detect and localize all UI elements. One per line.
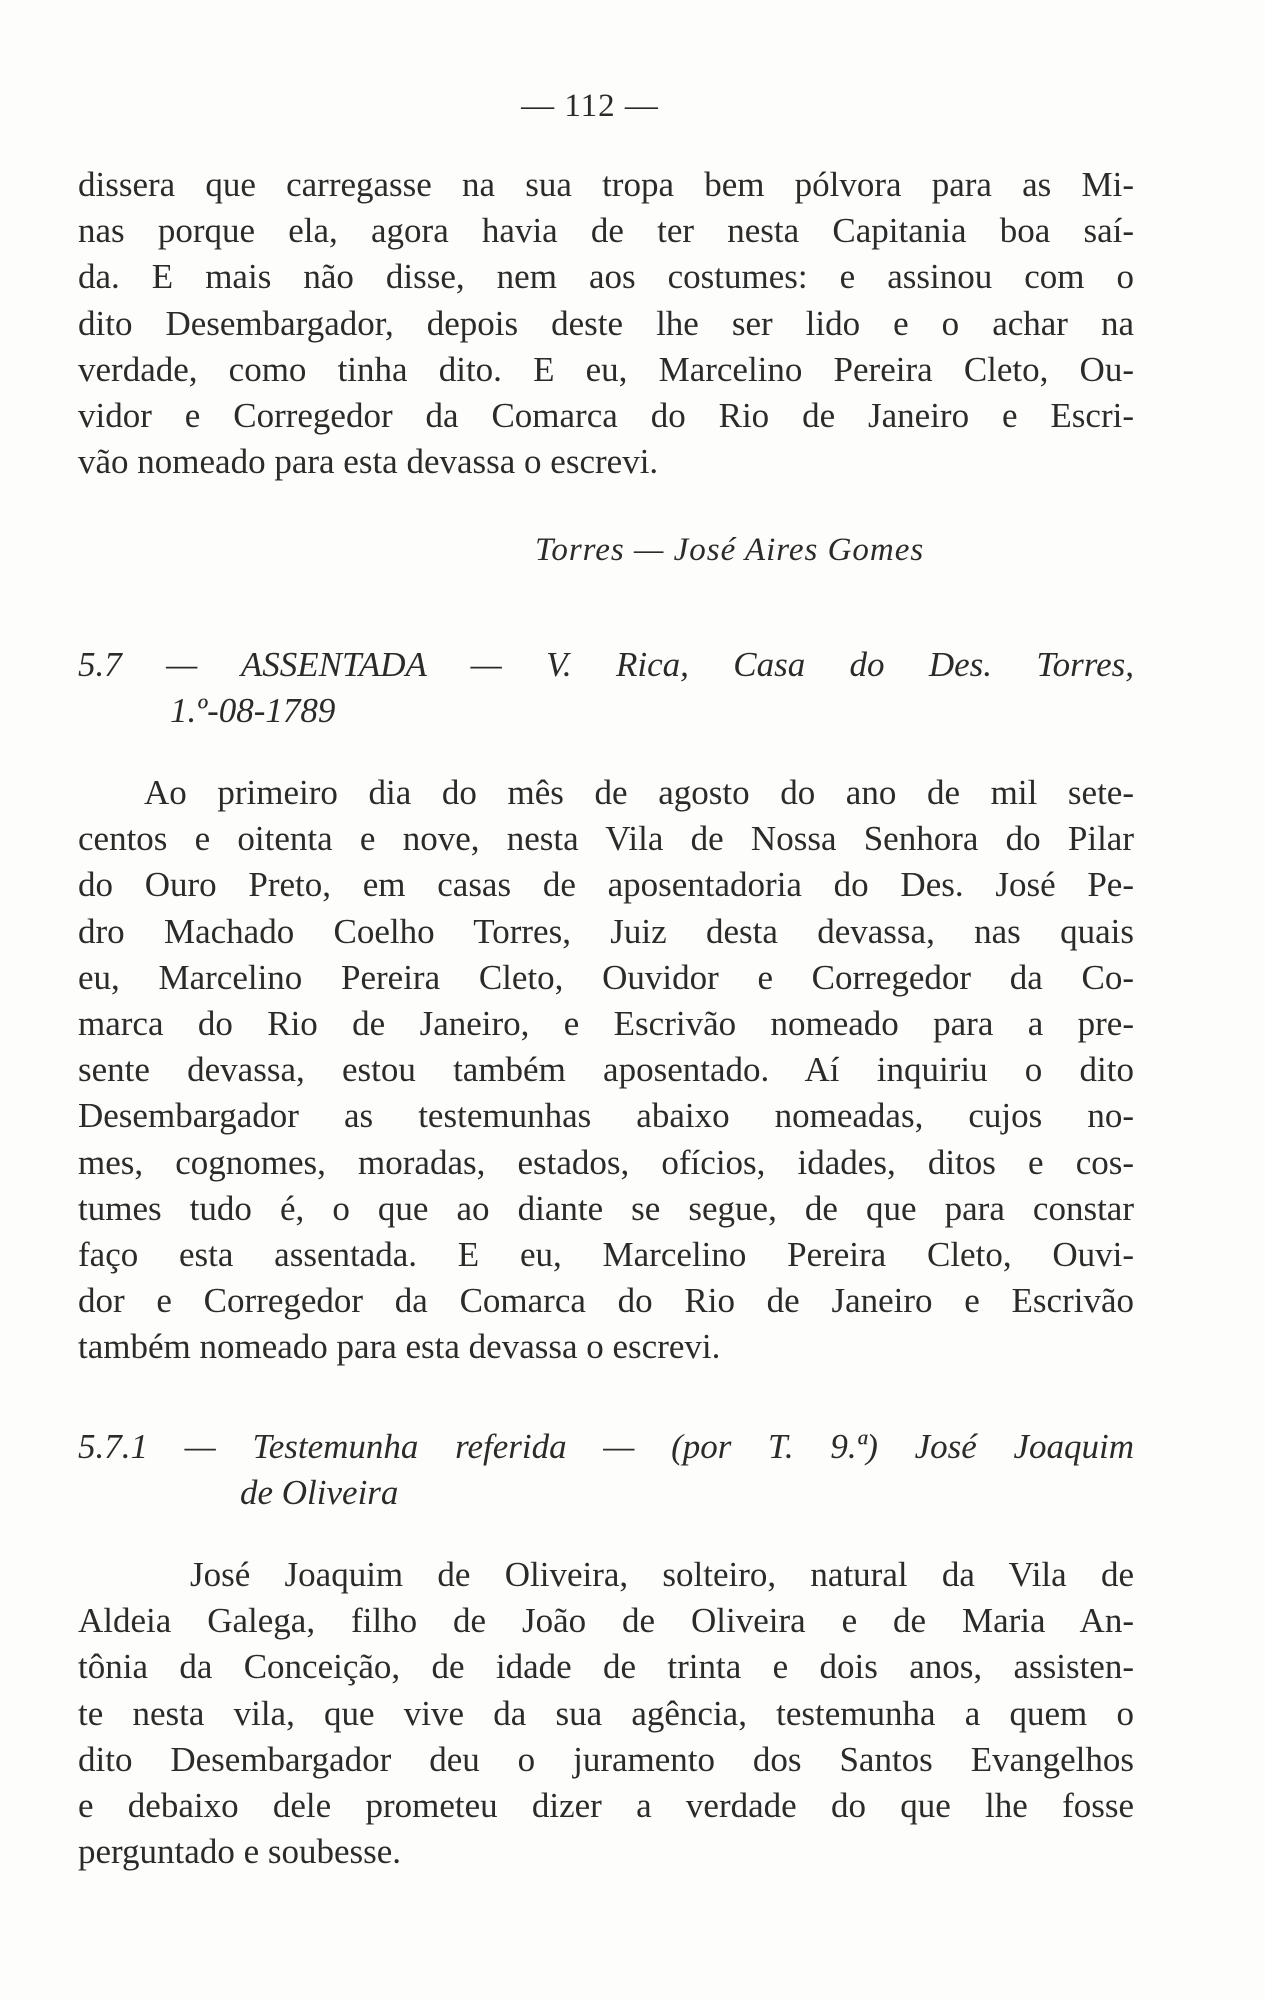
paragraph-line: do Ouro Preto, em casas de aposentadoria do Des. José Pe-	[78, 865, 1134, 905]
paragraph-3	[78, 1552, 1134, 1875]
section-heading-5-7-1	[78, 1424, 1134, 1516]
paragraph-line: dissera que carregasse na sua tropa bem pólvora para as Mi-	[78, 165, 1134, 204]
paragraph-line: e debaixo dele prometeu dizer a verdade do que lhe fosse	[78, 1785, 1134, 1825]
paragraph-1	[78, 162, 1134, 485]
paragraph-line: José Joaquim de Oliveira, solteiro, natural da Vila de	[190, 1555, 1134, 1594]
section-heading-line: 5.7 — ASSENTADA — V. Rica, Casa do Des. Torres,	[78, 645, 1134, 684]
paragraph-line: marca do Rio de Janeiro, e Escrivão nomeado para a pre-	[78, 1003, 1134, 1043]
section-heading-name: de Oliveira	[240, 1473, 399, 1512]
section-heading-date: 1.º-08-1789	[170, 691, 336, 730]
section-heading-line: 5.7.1 — Testemunha referida — (por T. 9.ª) José Joaquim	[78, 1427, 1134, 1466]
paragraph-line: te nesta vila, que vive da sua agência, testemunha a quem o	[78, 1693, 1134, 1733]
paragraph-line: sente devassa, estou também aposentado. Aí inquiriu o dito	[78, 1050, 1134, 1090]
page-number: — 112 —	[521, 88, 659, 124]
section-heading-5-7	[78, 642, 1134, 734]
paragraph-line: dro Machado Coelho Torres, Juiz desta devassa, nas quais	[78, 911, 1134, 951]
paragraph-line: eu, Marcelino Pereira Cleto, Ouvidor e Corregedor da Co-	[78, 957, 1134, 997]
paragraph-line: dito Desembargador, depois deste lhe ser lido e o achar na	[78, 303, 1134, 343]
paragraph-line: dito Desembargador deu o juramento dos Santos Evangelhos	[78, 1739, 1134, 1779]
paragraph-line: vão nomeado para esta devassa o escrevi.	[78, 442, 659, 482]
paragraph-line: verdade, como tinha dito. E eu, Marcelino Pereira Cleto, Ou-	[78, 349, 1134, 389]
paragraph-line: Desembargador as testemunhas abaixo nomeadas, cujos no-	[78, 1096, 1134, 1136]
signature-line: Torres — José Aires Gomes	[535, 532, 925, 568]
paragraph-line: Aldeia Galega, filho de João de Oliveira e de Maria An-	[78, 1601, 1134, 1641]
paragraph-line: faço esta assentada. E eu, Marcelino Pereira Cleto, Ouvi-	[78, 1234, 1134, 1274]
paragraph-2	[78, 770, 1134, 1370]
paragraph-line: também nomeado para esta devassa o escrevi.	[78, 1327, 721, 1367]
paragraph-line: tumes tudo é, o que ao diante se segue, de que para constar	[78, 1188, 1134, 1228]
paragraph-line: mes, cognomes, moradas, estados, ofícios, idades, ditos e cos-	[78, 1142, 1134, 1182]
paragraph-line: Ao primeiro dia do mês de agosto do ano de mil sete-	[144, 773, 1134, 812]
paragraph-line: da. E mais não disse, nem aos costumes: e assinou com o	[78, 257, 1134, 297]
paragraph-line: nas porque ela, agora havia de ter nesta Capitania boa saí-	[78, 211, 1134, 251]
paragraph-line: tônia da Conceição, de idade de trinta e dois anos, assisten-	[78, 1647, 1134, 1687]
paragraph-line: centos e oitenta e nove, nesta Vila de Nossa Senhora do Pilar	[78, 819, 1134, 859]
paragraph-line: perguntado e soubesse.	[78, 1832, 402, 1872]
paragraph-line: vidor e Corregedor da Comarca do Rio de Janeiro e Escri-	[78, 395, 1134, 435]
paragraph-line: dor e Corregedor da Comarca do Rio de Janeiro e Escrivão	[78, 1281, 1134, 1321]
